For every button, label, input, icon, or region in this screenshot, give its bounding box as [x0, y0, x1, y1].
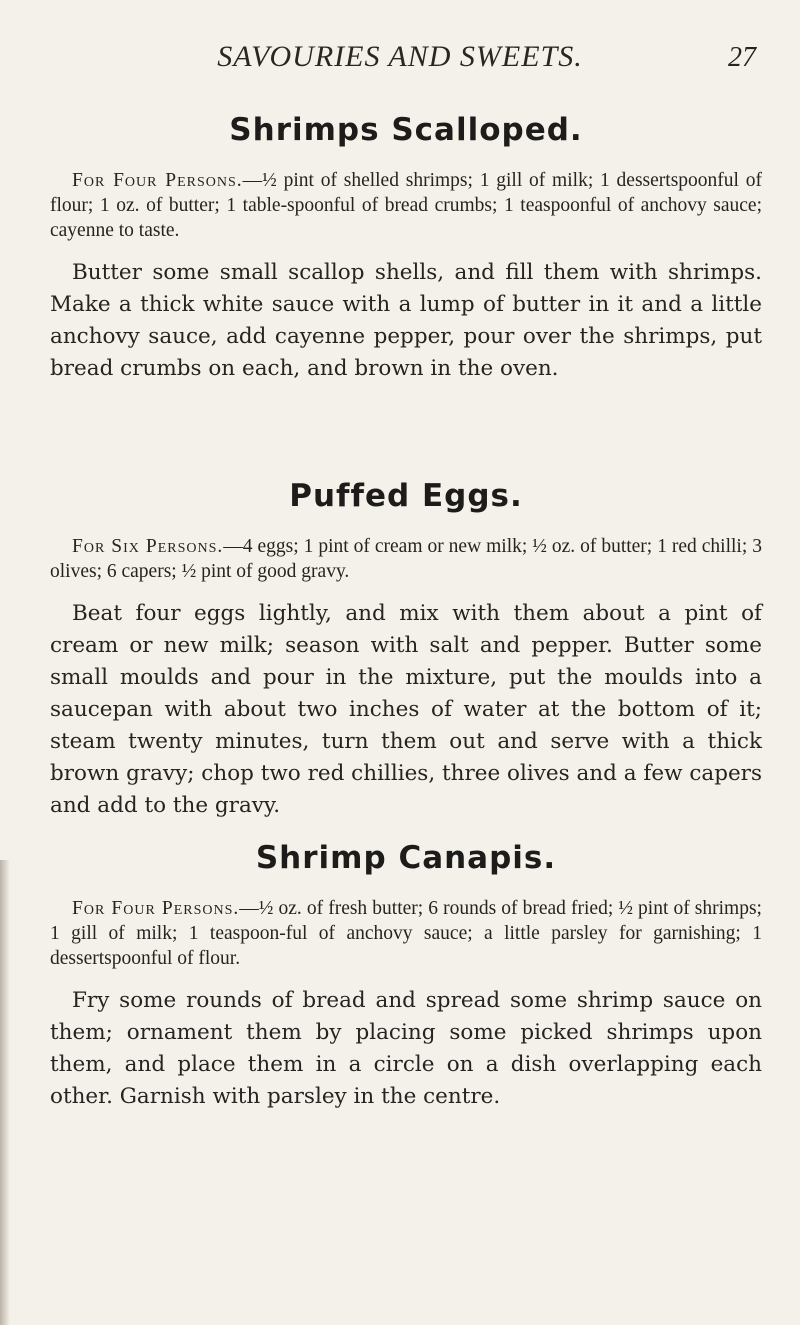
recipe-shrimp-canapis — [50, 840, 762, 1113]
ingredients-text: —½ pint of shelled shrimps; 1 gill of milk; 1 dessertspoonful of flour; 1 oz. of butter; 1 table-spoonful of bread crumbs; 1 teaspoonful of anchovy sauce; cayenne to taste. — [50, 170, 762, 241]
running-header — [0, 40, 800, 80]
ingredients-lead: For Four Persons. — [72, 898, 240, 919]
ingredients-paragraph — [50, 168, 762, 243]
ingredients-text: —4 eggs; 1 pint of cream or new milk; ½ oz. of butter; 1 red chilli; 3 olives; 6 capers; ½ pint of good gravy. — [50, 536, 762, 582]
recipe-shrimps-scalloped — [50, 112, 762, 385]
method-paragraph: Beat four eggs lightly, and mix with them about a pint of cream or new milk; season with salt and pepper. Butter some small moulds and pour in the mixture, put the moulds into a saucepan with about two inches of water at the bottom of it; steam twenty minutes, turn them out and serve with a thick brown gravy; chop two red chillies, three olives and a few capers and add to the gravy. — [50, 601, 762, 818]
ingredients-text: —½ oz. of fresh butter; 6 rounds of bread fried; ½ pint of shrimps; 1 gill of milk; 1 teaspoon-ful of anchovy sauce; a little parsley for garnishing; 1 dessertspoonful of flour. — [50, 898, 762, 969]
recipe-puffed-eggs — [50, 478, 762, 822]
running-title: SAVOURIES AND SWEETS. — [217, 40, 583, 73]
recipe-title: Shrimp Canapis. — [255, 840, 557, 876]
method-paragraph: Fry some rounds of bread and spread some shrimp sauce on them; ornament them by placing some picked shrimps upon them, and place them in a circle on a dish overlapping each other. Garnish with parsley in the centre. — [50, 988, 762, 1109]
ingredients-lead: For Four Persons. — [72, 170, 243, 191]
recipe-title: Puffed Eggs. — [289, 478, 523, 514]
ingredients-paragraph — [50, 896, 762, 971]
method-paragraph: Butter some small scallop shells, and fill them with shrimps. Make a thick white sauce with a lump of butter in it and a little anchovy sauce, add cayenne pepper, pour over the shrimps, put bread crumbs on each, and brown in the oven. — [50, 260, 762, 381]
page-edge-shadow — [0, 860, 10, 1325]
recipe-title: Shrimps Scalloped. — [229, 112, 583, 148]
ingredients-paragraph — [50, 534, 762, 584]
ingredients-lead: For Six Persons. — [72, 536, 224, 557]
page-number: 27 — [728, 42, 756, 73]
